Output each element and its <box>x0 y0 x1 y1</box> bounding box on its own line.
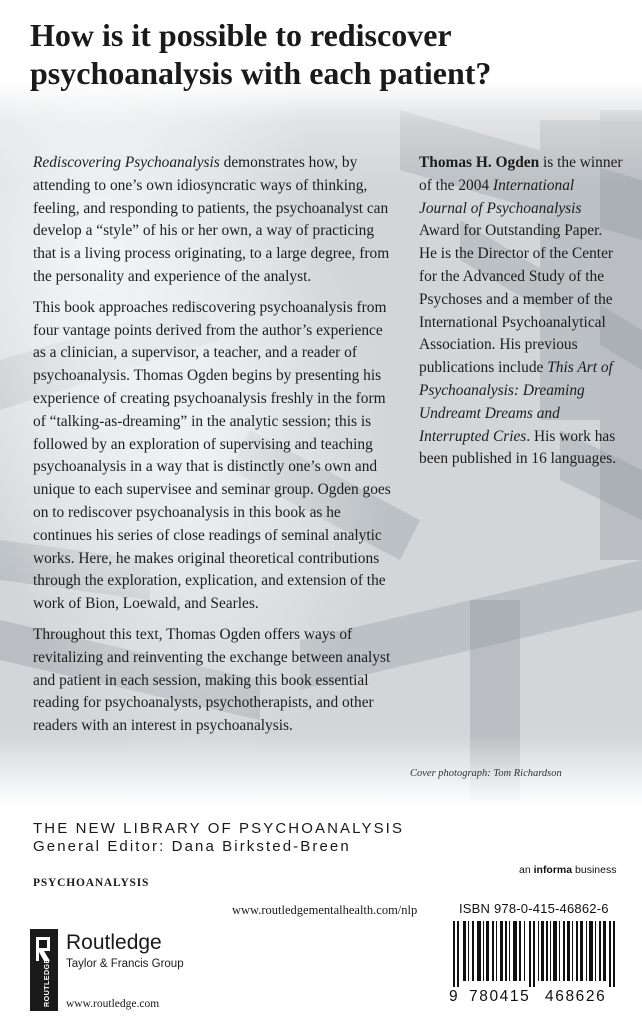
series-editor: General Editor: Dana Birksted-Breen <box>33 838 351 855</box>
book-title: Rediscovering Psychoanalysis <box>33 154 220 171</box>
routledge-logo-text: ROUTLEDGE <box>42 958 51 1007</box>
author-bio-text-1: is the winner of the 2004 <box>419 154 623 194</box>
subject-category: PSYCHOANALYSIS <box>33 877 150 889</box>
author-bio <box>419 152 624 471</box>
informa-brand: informa <box>533 864 573 876</box>
informa-tagline <box>519 864 616 876</box>
routledge-logo-icon <box>30 929 58 1011</box>
blurb-text <box>33 152 398 746</box>
author-bio-paragraph <box>419 152 624 471</box>
isbn-label: ISBN 978-0-415-46862-6 <box>459 901 609 916</box>
blurb-paragraph-3: Throughout this text, Thomas Ogden offers ways of revitalizing and reinventing the exchange between analyst and patient in each session, making this book essential reading for psychoanalysts, psychotherapists, and other readers with an interest in psychoanalysis. <box>33 625 391 735</box>
previous-book-title: This Art of Psychoanalysis: Dreaming Undreamt Dreams and Interrupted Cries <box>419 359 613 445</box>
blurb-paragraph-1 <box>33 152 398 289</box>
publisher-group: Taylor & Francis Group <box>66 958 184 970</box>
series-title: THE NEW LIBRARY OF PSYCHOANALYSIS <box>33 820 405 837</box>
series-url: www.routledgementalhealth.com/nlp <box>232 903 418 917</box>
author-name: Thomas H. Ogden <box>419 154 540 171</box>
informa-suffix: business <box>572 864 617 876</box>
informa-prefix: an <box>519 864 534 876</box>
journal-title: International Journal of Psychoanalysis <box>419 176 582 217</box>
photo-credit: Cover photograph: Tom Richardson <box>410 768 562 779</box>
headline: How is it possible to rediscover psychoanalysis with each patient? <box>30 17 492 91</box>
blurb-paragraph-1-text: demonstrates how, by attending to one’s own idiosyncratic ways of thinking, feeling, and responding to patients, the psychoanalyst can develop a “style” of his or her own, a way of practicing that is a living process originating, to a large degree, from the personality and experience of the analyst. <box>33 154 390 285</box>
barcode-icon <box>449 921 625 987</box>
author-bio-text-2: Award for Outstanding Paper. He is the Director of the Center for the Advanced Study of the Psychoses and a member of the International Psychoanalytical Association. His previous publications include <box>419 222 614 377</box>
publisher-name: Routledge <box>66 931 162 954</box>
barcode-digits-right: 468626 <box>545 988 607 1005</box>
author-bio-text-3: . His work has been published in 16 languages. <box>419 427 617 468</box>
publisher-url: www.routledge.com <box>66 998 160 1010</box>
barcode-digits-left: 780415 <box>469 988 531 1005</box>
blurb-paragraph-2: This book approaches rediscovering psychoanalysis from four vantage points derived from the author’s experience as a clinician, a supervisor, a teacher, and a reader of psychoanalysis. Thomas Ogden begins by presenting his experience of creating psychoanalysis freshly in the form of “talking-as-dreaming” in the analytic session; this is followed by an exploration of supervising and teaching psychoanalysis in a way that is distinctly one’s own and unique to each supervisee and seminar group. Ogden goes on to rediscover psychoanalysis in this book as he continues his series of close readings of seminal analytic works. Here, he makes original theoretical contributions through the exploration, explication, and extension of the work of Bion, Loewald, and Searles. <box>33 298 391 613</box>
barcode-digit-first: 9 <box>449 988 458 1005</box>
